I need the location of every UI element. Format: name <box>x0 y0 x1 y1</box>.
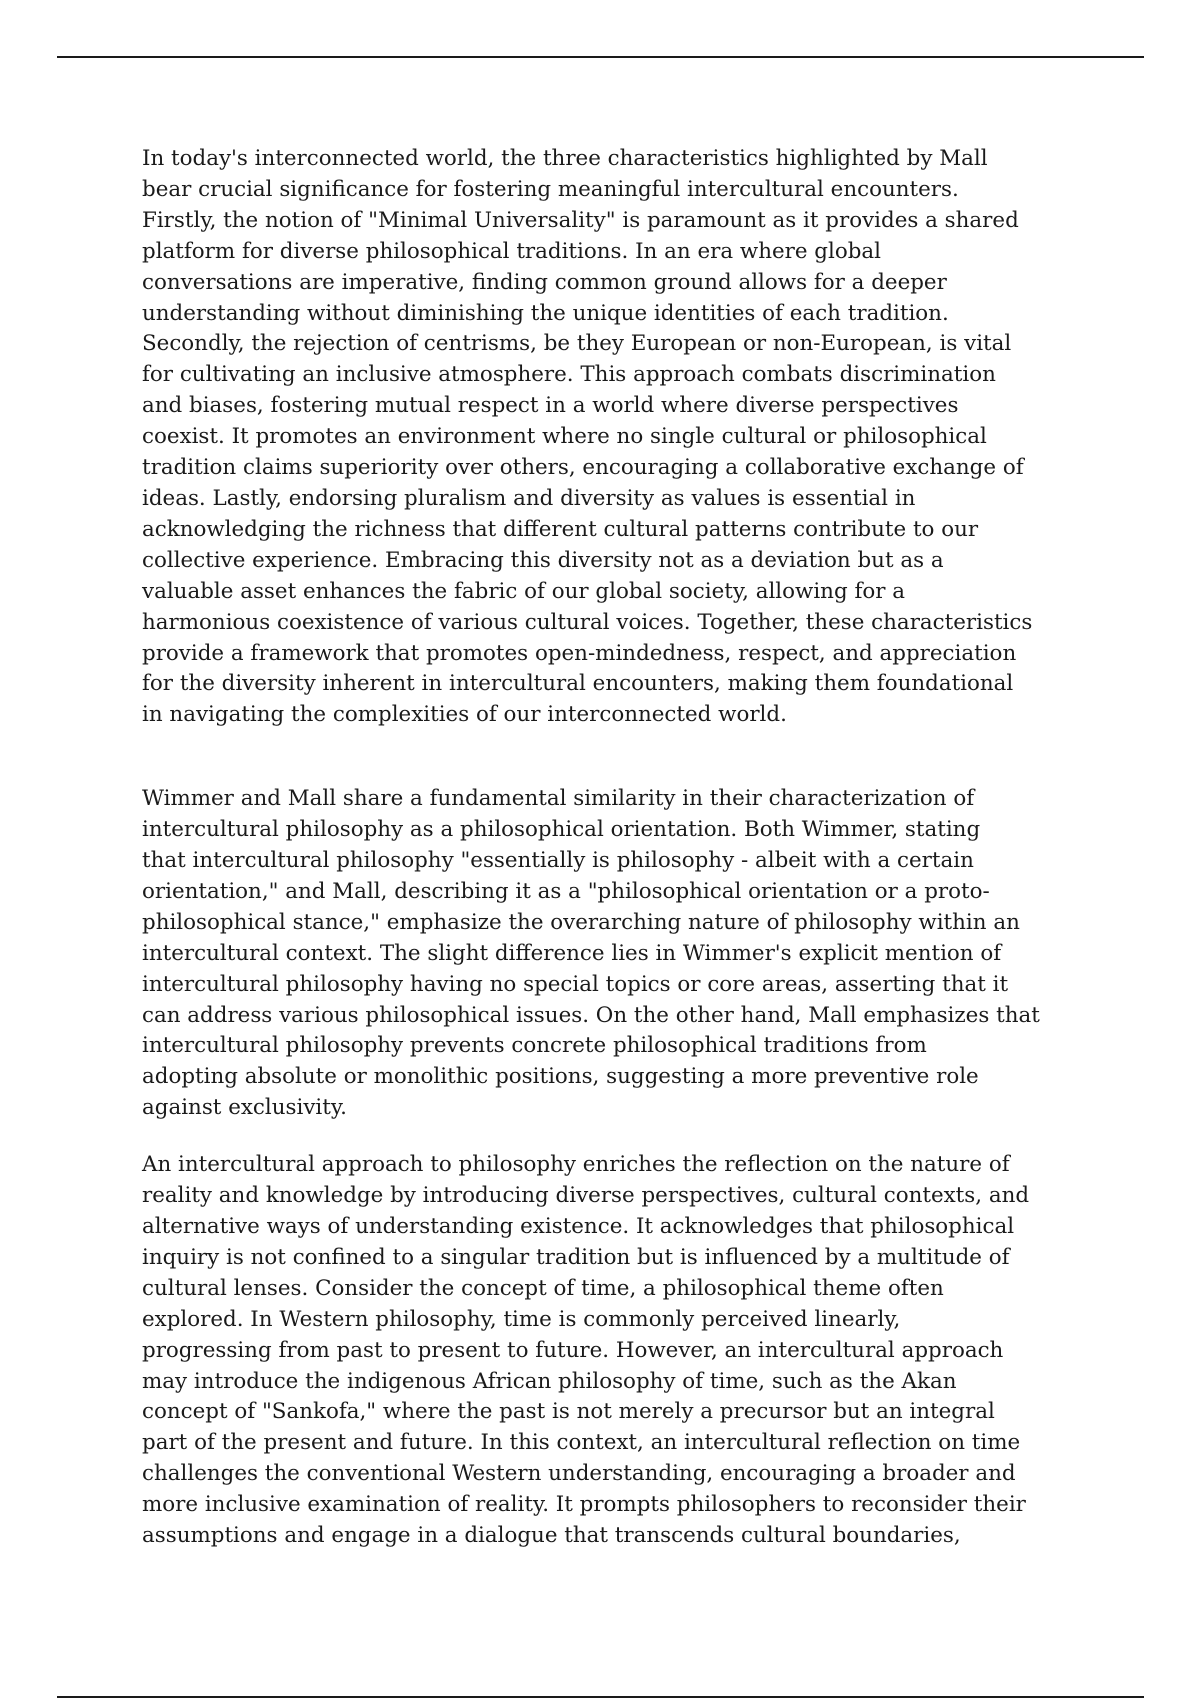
text-line: platform for diverse philosophical traditions. In an era where global <box>142 238 882 264</box>
text-line: intercultural context. The slight difference lies in Wimmer's explicit mention of <box>142 940 1002 966</box>
paragraph-mall-characteristics <box>142 144 1067 731</box>
text-line: concept of "Sankofa," where the past is not merely a precursor but an integral <box>142 1399 995 1425</box>
text-line: intercultural philosophy having no special topics or core areas, asserting that it <box>142 971 1009 997</box>
text-line: and biases, fostering mutual respect in a world where diverse perspectives <box>142 393 959 419</box>
text-line: more inclusive examination of reality. It prompts philosophers to reconsider their <box>142 1492 1026 1518</box>
text-line: that intercultural philosophy "essentially is philosophy - albeit with a certain <box>142 848 974 874</box>
text-line: tradition claims superiority over others, encouraging a collaborative exchange of <box>142 455 1024 481</box>
text-line: Firstly, the notion of "Minimal Universality" is paramount as it provides a shared <box>142 207 1019 233</box>
text-line: orientation," and Mall, describing it as a "philosophical orientation or a proto- <box>142 878 990 904</box>
text-line: understanding without diminishing the unique identities of each tradition. <box>142 300 949 326</box>
text-line: conversations are imperative, finding common ground allows for a deeper <box>142 269 947 295</box>
text-line: for cultivating an inclusive atmosphere. This approach combats discrimination <box>142 362 996 388</box>
text-line: in navigating the complexities of our interconnected world. <box>142 702 787 728</box>
text-line: inquiry is not confined to a singular tradition but is influenced by a multitude of <box>142 1244 1010 1270</box>
text-line: against exclusivity. <box>142 1095 347 1121</box>
text-line: intercultural philosophy as a philosophical orientation. Both Wimmer, stating <box>142 817 981 843</box>
text-line: collective experience. Embracing this diversity not as a deviation but as a <box>142 547 944 573</box>
text-line: bear crucial significance for fostering meaningful intercultural encounters. <box>142 176 959 202</box>
text-line: challenges the conventional Western understanding, encouraging a broader and <box>142 1461 1016 1487</box>
text-line: can address various philosophical issues. On the other hand, Mall emphasizes that <box>142 1002 1040 1028</box>
header-rule <box>57 56 1144 58</box>
text-line: harmonious coexistence of various cultural voices. Together, these characteristics <box>142 609 1033 635</box>
text-line: philosophical stance," emphasize the overarching nature of philosophy within an <box>142 909 1020 935</box>
text-line: acknowledging the richness that different cultural patterns contribute to our <box>142 516 979 542</box>
text-line: coexist. It promotes an environment where no single cultural or philosophical <box>142 424 987 450</box>
paragraph-spacer <box>142 1124 1067 1150</box>
text-line: valuable asset enhances the fabric of our global society, allowing for a <box>142 578 906 604</box>
text-line: explored. In Western philosophy, time is commonly perceived linearly, <box>142 1306 901 1332</box>
paragraph-spacer <box>142 731 1067 784</box>
text-line: Wimmer and Mall share a fundamental similarity in their characterization of <box>142 786 975 812</box>
paragraph-intercultural-approach <box>142 1150 1067 1552</box>
text-line: alternative ways of understanding existence. It acknowledges that philosophical <box>142 1214 1015 1239</box>
text-line: intercultural philosophy prevents concrete philosophical traditions from <box>142 1033 927 1059</box>
text-line: reality and knowledge by introducing diverse perspectives, cultural contexts, and <box>142 1183 1030 1209</box>
text-line: provide a framework that promotes open-mindedness, respect, and appreciation <box>142 640 1017 666</box>
text-line: In today's interconnected world, the three characteristics highlighted by Mall <box>142 146 988 171</box>
text-line: An intercultural approach to philosophy enriches the reflection on the nature of <box>142 1152 1010 1178</box>
text-line: assumptions and engage in a dialogue that transcends cultural boundaries, <box>142 1523 961 1549</box>
paragraph-wimmer-mall <box>142 784 1067 1124</box>
text-line: may introduce the indigenous African philosophy of time, such as the Akan <box>142 1368 957 1394</box>
text-line: ideas. Lastly, endorsing pluralism and diversity as values is essential in <box>142 485 916 511</box>
footer-rule <box>57 1696 1144 1698</box>
text-line: progressing from past to present to future. However, an intercultural approach <box>142 1337 1004 1363</box>
document-body <box>142 144 1067 1552</box>
text-line: for the diversity inherent in intercultural encounters, making them foundational <box>142 671 1014 697</box>
text-line: cultural lenses. Consider the concept of time, a philosophical theme often <box>142 1275 944 1301</box>
text-line: part of the present and future. In this context, an intercultural reflection on time <box>142 1430 1021 1456</box>
text-line: Secondly, the rejection of centrisms, be they European or non-European, is vital <box>142 331 1012 357</box>
text-line: adopting absolute or monolithic positions, suggesting a more preventive role <box>142 1064 979 1090</box>
